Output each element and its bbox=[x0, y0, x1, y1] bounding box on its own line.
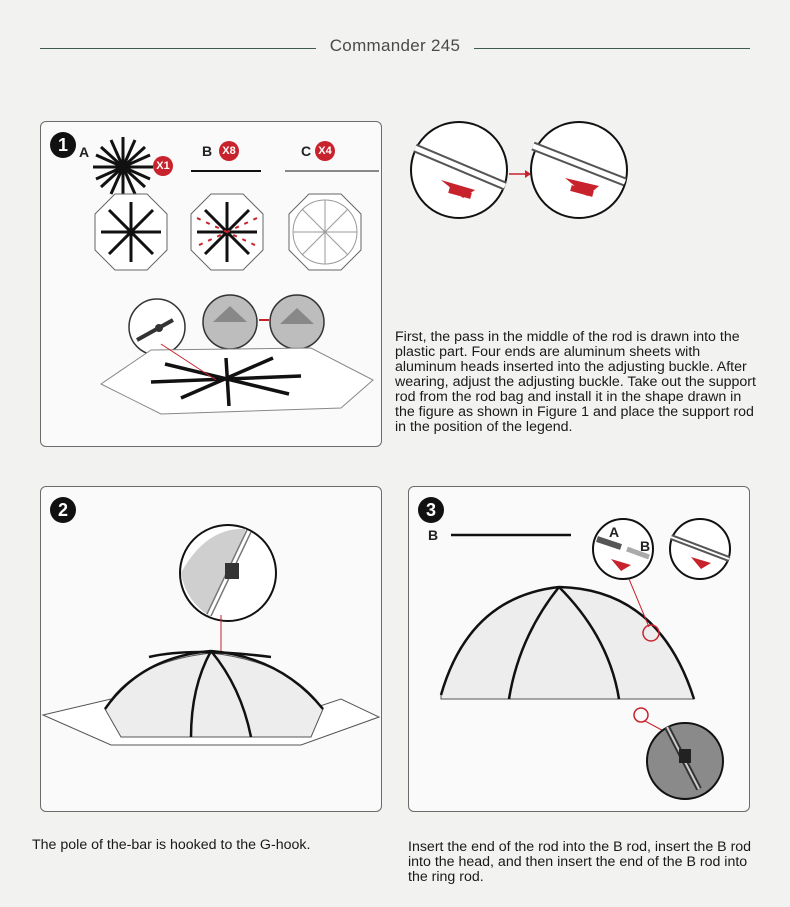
plastic-part-inserted-icon bbox=[270, 295, 324, 349]
buckle-detail-icon bbox=[129, 299, 185, 355]
page-title: Commander 245 bbox=[329, 36, 461, 55]
ring-connector-inserted-icon bbox=[670, 519, 730, 579]
step2-caption: The pole of the-bar is hooked to the G-hook. bbox=[32, 837, 311, 853]
step1-illustration bbox=[41, 122, 382, 447]
stake-ring-detail-icon bbox=[647, 723, 723, 799]
rod-a-label: A bbox=[79, 144, 90, 160]
header-rule-right bbox=[474, 48, 750, 49]
step3-caption: Insert the end of the rod into the B rod, insert the B rod into the head, and then insert the end of the B rod into the ring rod. bbox=[408, 839, 752, 885]
tent-dome bbox=[441, 587, 694, 722]
step2-illustration bbox=[41, 487, 382, 812]
step3-illustration bbox=[409, 487, 750, 812]
rod-a-qty-badge: X1 bbox=[153, 156, 173, 176]
rod-insert-after-icon bbox=[531, 122, 627, 218]
detail-a-label: A bbox=[609, 524, 620, 540]
tent-pitched bbox=[43, 651, 379, 745]
tent-octagon-a bbox=[95, 194, 167, 270]
rod-c-label: C bbox=[301, 143, 312, 159]
detail-b-label: B bbox=[640, 538, 651, 554]
plastic-part-detail-icon bbox=[203, 295, 257, 349]
header-rule-left bbox=[40, 48, 316, 49]
step2-badge: 2 bbox=[50, 497, 76, 523]
rod-b-qty-badge: X8 bbox=[219, 141, 239, 161]
step1-badge: 1 bbox=[50, 132, 76, 158]
step3-badge: 3 bbox=[418, 497, 444, 523]
g-hook-detail-icon bbox=[180, 525, 276, 621]
step2-panel bbox=[40, 486, 382, 812]
step1-panel bbox=[40, 121, 382, 447]
step1-caption: First, the pass in the middle of the rod is drawn into the plastic part. Four ends are aluminum sheets with aluminum heads inserted into the adjusting buckle. After wearing, adjust the adjusting buckle. Take out the support rod from the rod bag and install it in the shape drawn in the figure as shown in Figure 1 and place the support rod in the position of the legend. bbox=[395, 329, 756, 435]
rod-insert-before-icon bbox=[411, 122, 507, 218]
rod-a-bundle-icon bbox=[93, 137, 153, 197]
tent-octagon-c bbox=[289, 194, 361, 270]
rod-c-qty-badge: X4 bbox=[315, 141, 335, 161]
step3-panel bbox=[408, 486, 750, 812]
rod-insertion-illustration bbox=[405, 118, 635, 228]
rod-b-label: B bbox=[202, 143, 213, 159]
tent-octagon-b bbox=[191, 194, 263, 270]
tent-ground-layout bbox=[101, 344, 373, 414]
rod-b-label: B bbox=[428, 527, 439, 543]
